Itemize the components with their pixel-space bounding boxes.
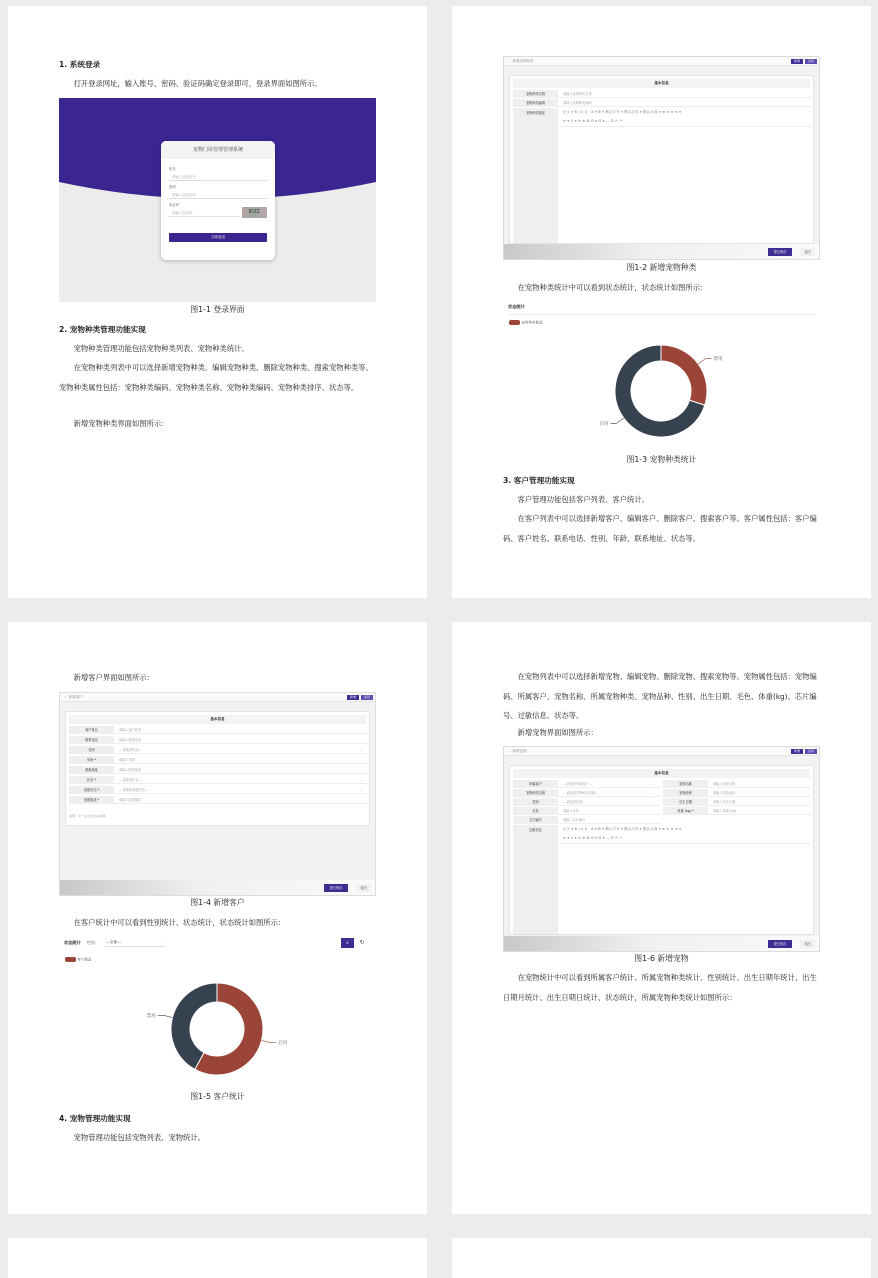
- form-row: [513, 789, 661, 797]
- document-page-1: [8, 6, 427, 598]
- field-label: 宠物名称: [663, 780, 708, 788]
- chevron-down-icon: ⌄: [653, 791, 656, 795]
- chevron-down-icon: ⌄: [653, 800, 656, 804]
- form-row: [663, 780, 811, 788]
- field-label: 芯片编号: [513, 816, 558, 824]
- form-row: [663, 789, 811, 797]
- field-label: 性别: [513, 798, 558, 806]
- password-input[interactable]: 请输入登录密码: [169, 190, 267, 199]
- field-label: 出生日期: [663, 798, 708, 806]
- add-button[interactable]: 新增: [347, 695, 359, 700]
- chevron-down-icon: ⌄: [360, 788, 363, 792]
- pie-chart-svg: [59, 936, 376, 1086]
- section-title: 基本信息: [513, 769, 810, 778]
- section-heading-pet-type: 2. 宠物种类管理功能实现: [59, 325, 146, 334]
- pie-slice[interactable]: [661, 345, 707, 405]
- save-button[interactable]: 提交保存: [768, 940, 792, 948]
- back-button[interactable]: 返回: [805, 749, 817, 754]
- form-row: [513, 807, 661, 815]
- form-row: [513, 90, 812, 98]
- chart-title: 状态统计: [64, 940, 81, 945]
- captcha-label: 验证码: [169, 203, 180, 207]
- breadcrumb: [504, 747, 819, 756]
- field-label: 性别: [69, 746, 114, 754]
- label-line: [158, 1015, 173, 1017]
- breadcrumb-text: 新增宠物: [512, 749, 527, 753]
- field-input[interactable]: ---请选择创建状态---: [119, 788, 149, 792]
- field-label: 年龄 *: [69, 756, 114, 764]
- paragraph: 在宠物种类统计中可以看到状态统计，状态统计如图所示：: [517, 283, 708, 292]
- login-title: 宠物门诊管理管理系统: [161, 141, 275, 159]
- pie-slices: [147, 983, 288, 1075]
- form-row: [69, 786, 368, 794]
- form-card: [65, 711, 370, 826]
- editor-toolbar[interactable]: ≡ ▾ ⊙ ▾ ⊘ ⊕ ⊞ ⊟ ▾ ⊡ ▾ — ⊡ ↶ ↷: [563, 119, 623, 123]
- chart-title: 状态统计: [508, 304, 525, 309]
- breadcrumb-text: 新增客户: [68, 695, 83, 699]
- account-label: 账号: [169, 167, 176, 171]
- add-customer-screenshot: [59, 692, 376, 896]
- editor-toolbar[interactable]: 正文 ▾ B I U S · A ▾ ⊞ ▾ 默认字号 ▾ 默认字体 ▾ 默认行高 ▾ ≡ ≡ ≡ ≡ ▾: [563, 827, 682, 831]
- field-label: 宠物种类编码: [513, 99, 558, 107]
- field-label: 状态 *: [69, 776, 114, 784]
- paragraph: 在宠物种类列表中可以选择新增宠物种类、编辑宠物种类、删除宠物种类、搜索宠物种类等。宠物种类属性包括：宠物种类编码、宠物种类名称、宠物种类编码、宠物种类排序、状态等。: [59, 363, 373, 392]
- rich-text-editor[interactable]: [561, 126, 811, 242]
- field-input[interactable]: 请输入芯片编号: [563, 818, 586, 822]
- figure-caption: 图1-4 新增客户: [190, 898, 245, 907]
- cancel-button[interactable]: 返回: [356, 884, 371, 892]
- form-row: [663, 798, 811, 806]
- paragraph: 宠物管理功能包括宠物列表、宠物统计。: [73, 1133, 205, 1142]
- section-heading-customer: 3. 客户管理功能实现: [503, 476, 575, 485]
- paragraph: 新增宠物界面如图所示：: [517, 728, 598, 737]
- breadcrumb: [504, 57, 819, 66]
- field-input[interactable]: 请输入宠物品种: [713, 791, 736, 795]
- paragraph: 新增宠物种类界面如图所示：: [73, 419, 169, 428]
- document-page-4: [452, 622, 871, 1214]
- back-icon[interactable]: ‹: [509, 59, 511, 63]
- customer-chart: [59, 936, 376, 1086]
- field-input[interactable]: 请输入年龄: [119, 758, 135, 762]
- form-row: [69, 746, 368, 754]
- rich-text-editor[interactable]: [561, 843, 811, 933]
- account-input[interactable]: 请输入登录账号: [169, 172, 267, 181]
- paragraph: 在客户列表中可以选择新增客户、编辑客户、删除客户、搜索客户等。客户属性包括：客户编码、客户姓名、联系电话、性别、年龄、联系地址、状态等。: [503, 514, 817, 543]
- paragraph: 客户管理功能包括客户列表、客户统计。: [517, 495, 649, 504]
- document-page-6: [452, 1238, 871, 1278]
- legend-label: 宠物种类数量: [521, 320, 543, 325]
- field-input[interactable]: 请输入联系电话: [119, 738, 142, 742]
- login-screenshot: [59, 98, 376, 302]
- chevron-down-icon: ⌄: [360, 778, 363, 782]
- field-input[interactable]: ---请选择所属客户---: [563, 782, 593, 786]
- paragraph: 新增客户界面如图所示：: [73, 673, 154, 682]
- paragraph: 打开登录网址，输入账号、密码、验证码确定登录即可，登录界面如图所示。: [73, 79, 322, 88]
- form-row: [513, 780, 661, 788]
- section-heading-login: 1. 系统登录: [59, 60, 101, 69]
- add-pet-type-screenshot: [503, 56, 820, 260]
- field-input[interactable]: ---请选择性别---: [563, 800, 586, 804]
- back-button[interactable]: 返回: [361, 695, 373, 700]
- password-label: 密码: [169, 185, 176, 189]
- field-input[interactable]: 请输入体重 (kg): [713, 809, 737, 813]
- form-row: [69, 776, 368, 784]
- pie-chart-svg: [503, 302, 820, 452]
- figure-caption: 图1-2 新增宠物种类: [626, 263, 697, 272]
- breadcrumb-text: 新增宠物种类: [512, 59, 534, 63]
- chevron-down-icon: ⌄: [360, 748, 363, 752]
- form-row: [513, 798, 661, 806]
- section-title: 基本信息: [69, 715, 366, 724]
- paragraph: 在客户统计中可以看到性别统计、状态统计，状态统计如图所示：: [73, 918, 286, 927]
- field-input[interactable]: ---请选择状态---: [119, 778, 142, 782]
- field-input[interactable]: 请输入出生日期: [713, 800, 736, 804]
- field-input[interactable]: 请输入客户姓名: [119, 728, 142, 732]
- figure-caption: 图1-1 登录界面: [190, 305, 245, 314]
- pet-type-chart: [503, 302, 820, 452]
- save-button[interactable]: 提交保存: [324, 884, 348, 892]
- editor-toolbar[interactable]: 正文 ▾ B I U S · A ▾ ⊞ ▾ 默认字号 ▾ 默认字体 ▾ 默认行高 ▾ ≡ ≡ ≡ ≡ ▾: [563, 110, 682, 114]
- save-button[interactable]: 提交保存: [768, 248, 792, 256]
- form-card: [509, 765, 814, 935]
- label-line: [611, 418, 624, 423]
- field-input[interactable]: ---请选择性别---: [119, 748, 142, 752]
- section-heading-pet: 4. 宠物管理功能实现: [59, 1114, 131, 1123]
- slice-label: 启用: [278, 1041, 288, 1047]
- paragraph: 在宠物统计中可以看到所属客户统计、所属宠物种类统计、性别统计、出生日期年统计、出生日期月统计、出生日期日统计、状态统计，所属宠物种类统计如图所示：: [503, 973, 817, 1002]
- field-label: 过敏信息: [513, 825, 558, 934]
- field-input[interactable]: 请输入联系地址: [119, 768, 142, 772]
- form-row: [513, 99, 812, 107]
- chevron-down-icon: ⌄: [160, 940, 163, 944]
- legend-label: 客户数量: [77, 957, 92, 962]
- slice-label: 禁用: [713, 357, 723, 363]
- form-row: [513, 816, 661, 824]
- field-label: 客户姓名: [69, 726, 114, 734]
- form-row: [69, 756, 368, 764]
- form-row: [69, 796, 368, 804]
- back-button[interactable]: 返回: [805, 59, 817, 64]
- field-label: 联系电话: [69, 736, 114, 744]
- form-row: [69, 726, 368, 734]
- slice-label: 禁用: [146, 1013, 156, 1019]
- document-page-5: [8, 1238, 427, 1278]
- add-button[interactable]: 新增: [791, 749, 803, 754]
- required-hint: 说明：带 * 标志的为必填项。: [69, 814, 109, 818]
- cancel-button[interactable]: 返回: [800, 940, 815, 948]
- captcha-input[interactable]: 请输入验证码: [169, 208, 239, 217]
- field-label: 所属客户: [513, 780, 558, 788]
- refresh-icon[interactable]: ↻: [359, 939, 365, 946]
- form-row: [663, 807, 811, 815]
- add-pet-screenshot: [503, 746, 820, 952]
- field-label: 宠物品种: [663, 789, 708, 797]
- chevron-down-icon: ⌄: [653, 782, 656, 786]
- field-input[interactable]: 请输入宠物种类编码: [563, 101, 592, 105]
- figure-caption: 图1-6 新增宠物: [634, 954, 689, 963]
- field-label: 宠物种类名称: [513, 90, 558, 98]
- field-label: 联系地址: [69, 766, 114, 774]
- field-input[interactable]: 请输入毛色: [563, 809, 579, 813]
- pie-slices: [600, 345, 723, 437]
- figure-caption: 图1-3 宠物种类统计: [626, 455, 697, 464]
- form-row: [69, 766, 368, 774]
- field-label: 宠物种类名称: [513, 789, 558, 797]
- field-input[interactable]: 请输入创建描述: [119, 798, 142, 802]
- document-page-3: [8, 622, 427, 1214]
- field-label: 创建描述 *: [69, 796, 114, 804]
- field-label: 毛色: [513, 807, 558, 815]
- form-row: [69, 736, 368, 744]
- form-footer: [60, 880, 375, 895]
- form-card: [509, 75, 814, 244]
- section-title: 基本信息: [513, 79, 810, 88]
- field-input[interactable]: 请输入宠物种类名称: [563, 92, 592, 96]
- back-icon[interactable]: ‹: [509, 749, 511, 753]
- form-footer: [504, 244, 819, 259]
- field-input[interactable]: 请输入宠物名称: [713, 782, 736, 786]
- field-label: 创建状态 *: [69, 786, 114, 794]
- back-icon[interactable]: ‹: [65, 695, 67, 699]
- slice-label: 启用: [599, 421, 609, 427]
- filter-label: 性别：: [87, 940, 99, 945]
- breadcrumb: [60, 693, 375, 702]
- search-icon[interactable]: ⌕: [341, 938, 354, 948]
- field-label: 宠物种类描述: [513, 108, 558, 243]
- figure-caption: 图1-5 客户统计: [190, 1092, 245, 1101]
- select-value: ---全部---: [106, 940, 121, 944]
- label-line: [262, 1040, 277, 1042]
- editor-toolbar[interactable]: ≡ ▾ ⊙ ▾ ⊘ ⊕ ⊞ ⊟ ▾ ⊡ ▾ — ⊡ ↶ ↷: [563, 836, 623, 840]
- form-footer: [504, 936, 819, 951]
- login-button[interactable]: 立即登录: [169, 233, 267, 242]
- cancel-button[interactable]: 返回: [800, 248, 815, 256]
- field-label: 体重 (kg) *: [663, 807, 708, 815]
- login-card: [161, 141, 275, 260]
- paragraph: 宠物种类管理功能包括宠物种类列表、宠物种类统计。: [73, 344, 249, 353]
- paragraph: 在宠物列表中可以选择新增宠物、编辑宠物、删除宠物、搜索宠物等。宠物属性包括：宠物编码、所属客户、宠物名称、所属宠物种类、宠物品种、性别、出生日期、毛色、体重(kg)、芯片编号、过敏信息、状态等。: [503, 672, 817, 720]
- document-page-2: [452, 6, 871, 598]
- captcha-image[interactable]: 8UZ: [242, 207, 267, 218]
- label-line: [698, 359, 711, 364]
- add-button[interactable]: 新增: [791, 59, 803, 64]
- field-input[interactable]: ---请选择宠物种类名称---: [563, 791, 599, 795]
